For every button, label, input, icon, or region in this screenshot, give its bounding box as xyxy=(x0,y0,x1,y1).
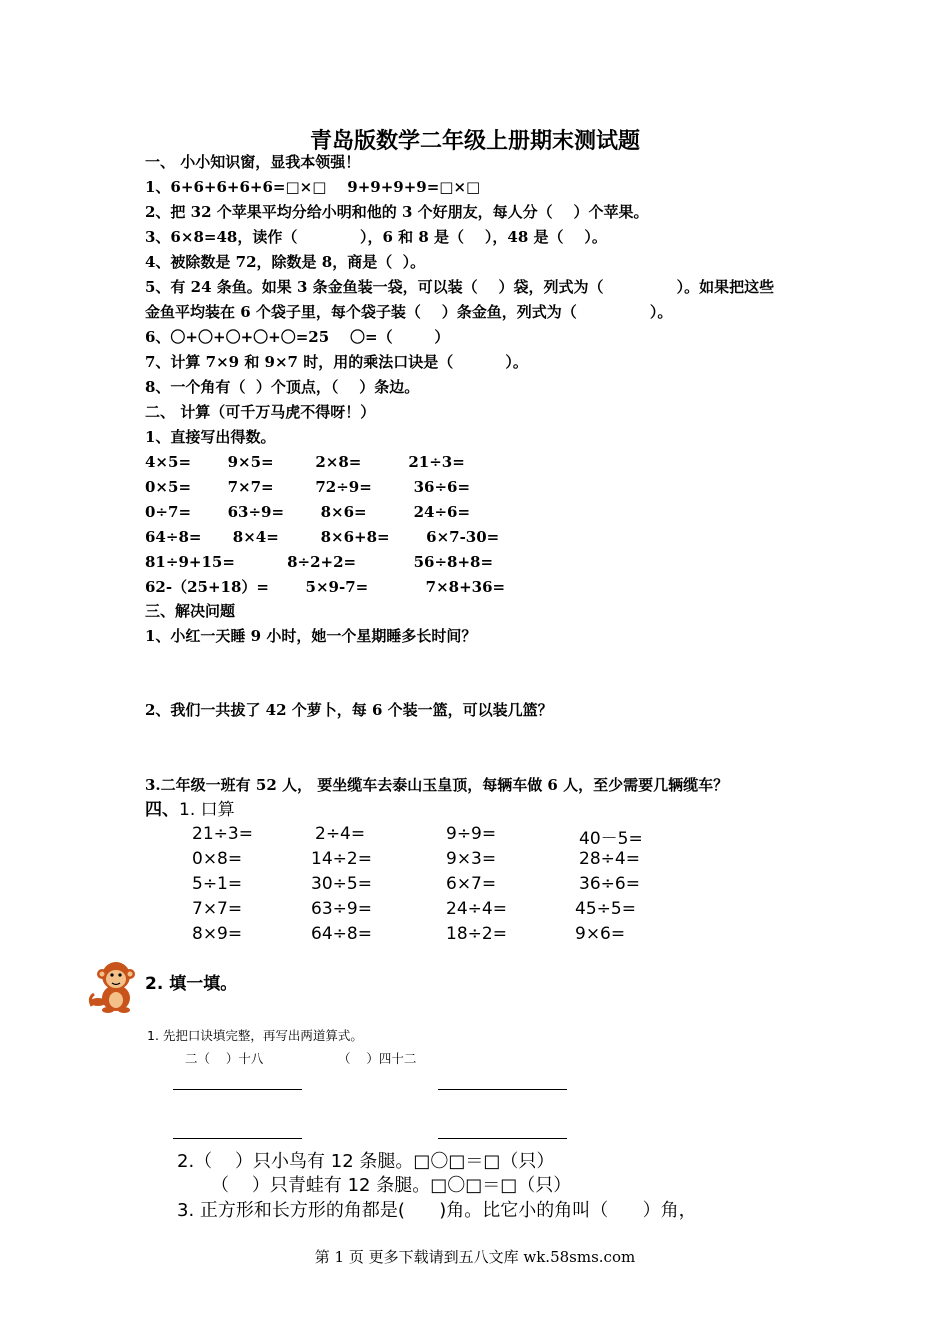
answer-line xyxy=(438,1138,567,1139)
problem-1: 1、小红一天睡 9 小时，她一个星期睡多长时间？ xyxy=(145,627,477,645)
calc-row: 0×5= 7×7= 72÷9= 36÷6= xyxy=(145,478,471,496)
oral-calc-cell: 5÷1= xyxy=(192,874,243,894)
problem-3: 3.二年级一班有 52 人， 要坐缆车去泰山玉皇顶，每辆车做 6 人，至少需要几辆缆车？ xyxy=(145,776,729,794)
oral-calc-cell: 18÷2= xyxy=(446,924,507,944)
calc-row: 62-（25+18）= 5×9-7= 7×8+36= xyxy=(145,578,506,596)
oral-calc-cell: 7×7= xyxy=(192,899,243,919)
oral-calc-cell: 28÷4= xyxy=(579,849,640,869)
oral-calc-cell: 24÷4= xyxy=(446,899,507,919)
fill-in-heading: 2. 填一填。 xyxy=(145,974,238,994)
answer-line xyxy=(173,1138,302,1139)
section1-line: 5、有 24 条鱼。如果 3 条金鱼装一袋，可以装（ ）袋，列式为（ ）。如果把这些 xyxy=(145,278,775,296)
calc-row: 64÷8= 8×4= 8×6+8= 6×7-30= xyxy=(145,528,500,546)
section1-line: 金鱼平均装在 6 个袋子里，每个袋子装（ ）条金鱼，列式为（ ）。 xyxy=(145,303,673,321)
section1-line: 8、一个角有（ ）个顶点，（ ）条边。 xyxy=(145,378,420,396)
frog-question: （ ）只青蛙有 12 条腿。□〇□＝□（只） xyxy=(211,1175,572,1196)
section2-heading: 二、 计算（可千万马虎不得呀！） xyxy=(145,403,376,421)
section4-title: 1. 口算 xyxy=(179,800,235,820)
section1-line: 2、把 32 个苹果平均分给小明和他的 3 个好朋友，每人分（ ）个苹果。 xyxy=(145,203,649,221)
oral-calc-cell: 40－5= xyxy=(579,829,643,849)
page-title: 青岛版数学二年级上册期末测试题 xyxy=(309,128,640,154)
oral-calc-cell: 14÷2= xyxy=(311,849,372,869)
oral-calc-cell: 36÷6= xyxy=(579,874,640,894)
oral-calc-cell: 63÷9= xyxy=(311,899,372,919)
section4-prefix: 四、 xyxy=(145,800,179,820)
calc-row: 0÷7= 63÷9= 8×6= 24÷6= xyxy=(145,503,471,521)
section3-heading: 三、解决问题 xyxy=(145,602,236,620)
oral-calc-cell: 9×3= xyxy=(446,849,497,869)
answer-line xyxy=(438,1089,567,1090)
oral-calc-cell: 2÷4= xyxy=(315,824,366,844)
calc-row: 81÷9+15= 8÷2+2= 56÷8+8= xyxy=(145,553,494,571)
fill-in-instruction: 1. 先把口诀填完整，再写出两道算式。 xyxy=(147,1028,363,1043)
oral-calc-cell: 30÷5= xyxy=(311,874,372,894)
page-footer: 第 1 页 更多下载请到五八文库 wk.58sms.com xyxy=(314,1248,636,1266)
calc-row: 4×5= 9×5= 2×8= 21÷3= xyxy=(145,453,465,471)
section1-line: 1、6+6+6+6+6=□×□ 9+9+9+9=□×□ xyxy=(145,178,481,196)
section1-line: 6、〇+〇+〇+〇+〇=25 〇=（ ） xyxy=(145,328,450,346)
section2-subheading: 1、直接写出得数。 xyxy=(145,428,276,446)
section1-line: 7、计算 7×9 和 9×7 时，用的乘法口诀是（ ）。 xyxy=(145,353,528,371)
rhyme-left: 二（ ）十八 xyxy=(185,1051,264,1066)
oral-calc-cell: 45÷5= xyxy=(575,899,636,919)
section1-line: 4、被除数是 72，除数是 8，商是（ ）。 xyxy=(145,253,426,271)
rhyme-right: （ ）四十二 xyxy=(338,1051,417,1066)
oral-calc-cell: 8×9= xyxy=(192,924,243,944)
angle-question: 3. 正方形和长方形的角都是( )角。比它小的角叫（ ）角， xyxy=(177,1200,697,1221)
oral-calc-cell: 0×8= xyxy=(192,849,243,869)
bird-question: 2.（ ）只小鸟有 12 条腿。□〇□＝□（只） xyxy=(177,1151,555,1172)
answer-line xyxy=(173,1089,302,1090)
oral-calc-cell: 9÷9= xyxy=(446,824,497,844)
monkey-icon xyxy=(88,958,140,1014)
oral-calc-cell: 9×6= xyxy=(575,924,626,944)
problem-2: 2、我们一共拔了 42 个萝卜，每 6 个装一篮，可以装几篮？ xyxy=(145,701,553,719)
oral-calc-cell: 21÷3= xyxy=(192,824,253,844)
oral-calc-cell: 64÷8= xyxy=(311,924,372,944)
section1-heading: 一、 小小知识窗，显我本领强！ xyxy=(145,153,361,171)
section4-heading xyxy=(145,800,235,820)
section1-line: 3、6×8=48，读作（ ），6 和 8 是（ ），48 是（ ）。 xyxy=(145,228,607,246)
oral-calc-cell: 6×7= xyxy=(446,874,497,894)
